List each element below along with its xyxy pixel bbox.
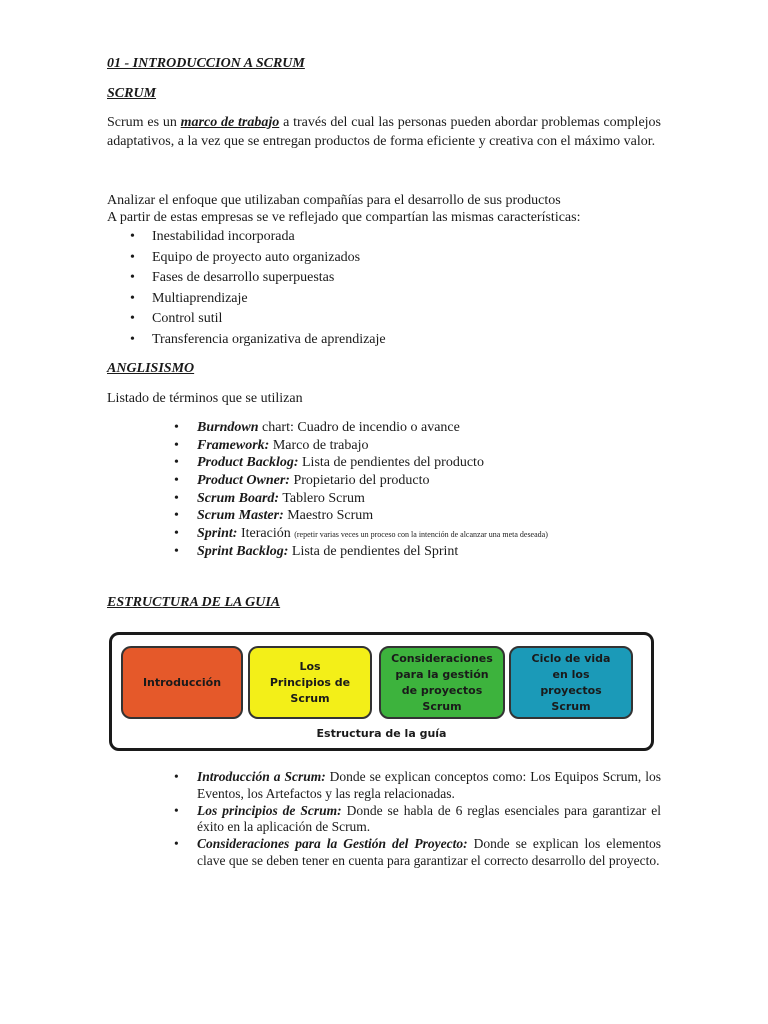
term-definition: Tablero Scrum bbox=[279, 490, 365, 506]
description-term: Consideraciones para la Gestión del Proyecto: bbox=[197, 836, 468, 851]
list-item: • Multiaprendizaje bbox=[130, 291, 386, 312]
list-item bbox=[174, 769, 661, 802]
term-definition: Maestro Scrum bbox=[283, 508, 374, 524]
term-definition: Marco de trabajo bbox=[269, 437, 369, 453]
term-name: Scrum Board: bbox=[197, 490, 280, 506]
scrum-definition bbox=[107, 114, 661, 151]
term-name: Sprint Backlog: bbox=[197, 543, 289, 559]
term-name: Product Backlog: bbox=[197, 455, 299, 471]
list-item bbox=[174, 438, 548, 456]
list-item: • Inestabilidad incorporada bbox=[130, 229, 386, 250]
description-term: Los principios de Scrum: bbox=[197, 802, 342, 818]
term-definition: Lista de pendientes del Sprint bbox=[288, 543, 459, 559]
term-name: Scrum Master: bbox=[197, 508, 284, 524]
terms-list bbox=[174, 420, 548, 562]
structure-descriptions bbox=[174, 769, 661, 870]
scrum-heading: SCRUM bbox=[107, 86, 157, 101]
term-definition: Lista de pendientes del producto bbox=[298, 455, 484, 471]
definition-end: a través del cual las personas pueden abordar problemas complejos adaptativos, a la vez que se entregan productos de forma eficiente y creativa con el máximo valor. bbox=[107, 115, 661, 149]
description-text: Donde se habla de 6 reglas esenciales para garantizar el éxito en la aplicación de Scrum. bbox=[197, 802, 661, 834]
term-name: Framework: bbox=[197, 437, 270, 453]
description-text: Donde se explican los elementos clave que se deben tener en cuenta para garantizar el correcto desarrollo del proyecto. bbox=[197, 836, 661, 868]
list-item: • Equipo de proyecto auto organizados bbox=[130, 250, 386, 271]
list-item: • Fases de desarrollo superpuestas bbox=[130, 270, 386, 291]
description-text: Donde se explican conceptos como: Los Equipos Scrum, los Eventos, los Artefactos y las regla relacionadas. bbox=[197, 769, 661, 801]
box-lifecycle bbox=[509, 646, 633, 719]
framework-term: marco de trabajo bbox=[180, 115, 280, 130]
term-definition: Propietario del producto bbox=[289, 473, 430, 489]
term-definition: chart: Cuadro de incendio o avance bbox=[258, 420, 460, 435]
analysis-line-2: A partir de estas empresas se ve reflejado que compartían las mismas características: bbox=[107, 210, 581, 225]
document-title: 01 - INTRODUCCION A SCRUM bbox=[107, 56, 305, 71]
term-name: Product Owner: bbox=[197, 473, 290, 489]
box-label: Consideraciones para la gestión de proyectos Scrum bbox=[391, 651, 493, 713]
box-label: Ciclo de vida en los proyectos Scrum bbox=[531, 651, 611, 713]
term-definition: Iteración bbox=[237, 526, 295, 542]
anglicism-intro: Listado de términos que se utilizan bbox=[107, 391, 303, 406]
box-principles bbox=[248, 646, 372, 719]
list-item bbox=[174, 473, 548, 491]
box-introduction bbox=[121, 646, 243, 719]
analysis-line-1: Analizar el enfoque que utilizaban compañías para el desarrollo de sus productos bbox=[107, 193, 561, 208]
list-item bbox=[174, 508, 548, 526]
term-name: Burndown bbox=[197, 420, 259, 435]
list-item bbox=[174, 491, 548, 509]
list-item: • Control sutil bbox=[130, 311, 386, 332]
list-item bbox=[174, 455, 548, 473]
anglicism-heading: ANGLISISMO bbox=[107, 361, 195, 376]
term-note: (repetir varias veces un proceso con la intención de alcanzar una meta deseada) bbox=[294, 530, 548, 540]
list-item bbox=[174, 526, 548, 544]
structure-heading: ESTRUCTURA DE LA GUIA bbox=[107, 595, 281, 610]
box-label: Los Principios de Scrum bbox=[269, 659, 351, 705]
definition-start: Scrum es un bbox=[107, 115, 181, 130]
term-name: Sprint: bbox=[197, 526, 238, 542]
guide-structure-diagram bbox=[109, 632, 654, 751]
list-item bbox=[174, 544, 548, 562]
list-item bbox=[174, 803, 661, 836]
description-term: Introducción a Scrum: bbox=[197, 769, 326, 784]
box-considerations bbox=[379, 646, 505, 719]
characteristics-list bbox=[130, 229, 386, 352]
list-item bbox=[174, 836, 661, 869]
box-label: Introducción bbox=[142, 675, 222, 689]
diagram-caption: Estructura de la guía bbox=[316, 727, 447, 740]
list-item: • Transferencia organizativa de aprendizaje bbox=[130, 332, 386, 353]
list-item bbox=[174, 420, 548, 438]
